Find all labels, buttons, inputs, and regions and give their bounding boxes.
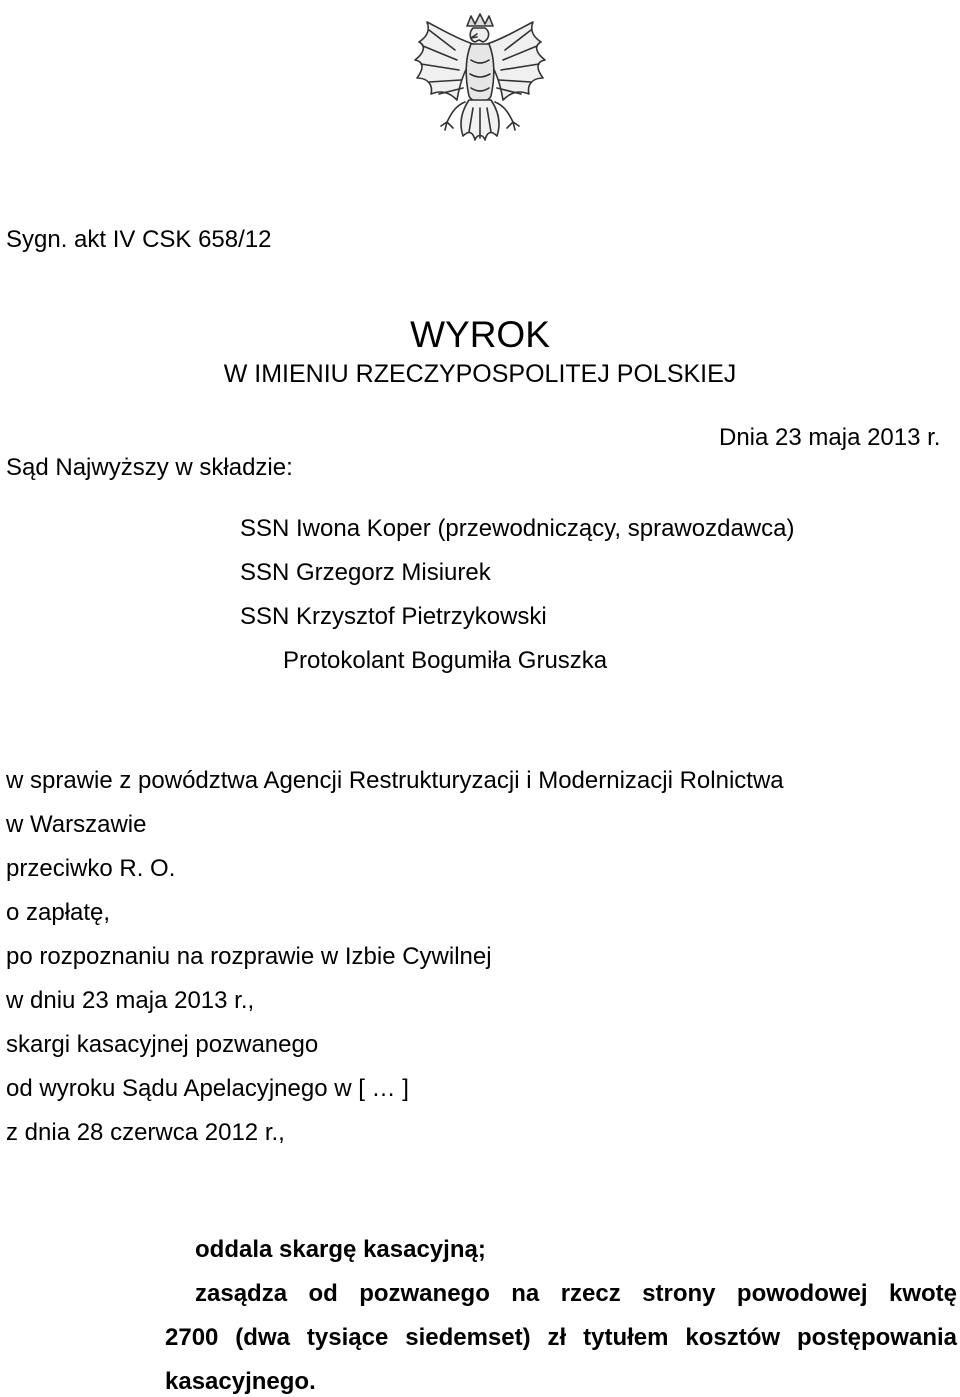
ruling-point-continuation: 2700 (dwa tysiące siedemset) zł tytułem kosztów postępowania bbox=[165, 1324, 957, 1351]
ruling-point-continuation: kasacyjnego. bbox=[165, 1368, 316, 1395]
document-subtitle: W IMIENIU RZECZYPOSPOLITEJ POLSKIEJ bbox=[223, 360, 737, 388]
case-line: z dnia 28 czerwca 2012 r., bbox=[6, 1119, 285, 1146]
case-line: o zapłatę, bbox=[6, 899, 111, 926]
case-line: od wyroku Sądu Apelacyjnego w [ … ] bbox=[6, 1075, 409, 1102]
case-line: w dniu 23 maja 2013 r., bbox=[6, 987, 255, 1014]
polish-eagle-emblem-icon bbox=[405, 8, 555, 168]
judge-member: SSN Grzegorz Misiurek bbox=[240, 559, 491, 586]
case-line: przeciwko R. O. bbox=[6, 855, 176, 882]
document-title: WYROK bbox=[410, 314, 550, 355]
case-line: w sprawie z powództwa Agencji Restrukturyzacji i Modernizacji Rolnictwa bbox=[6, 767, 784, 794]
court-clerk: Protokolant Bogumiła Gruszka bbox=[283, 647, 608, 674]
judge-member: SSN Krzysztof Pietrzykowski bbox=[240, 603, 547, 630]
court-composition-label: Sąd Najwyższy w składzie: bbox=[6, 454, 293, 481]
eagle-svg bbox=[405, 8, 555, 168]
ruling-date: Dnia 23 maja 2013 r. bbox=[719, 424, 941, 451]
ruling-point: zasądza od pozwanego na rzecz strony powodowej kwotę bbox=[195, 1280, 957, 1307]
case-line: skargi kasacyjnej pozwanego bbox=[6, 1031, 319, 1058]
ruling-point: oddala skargę kasacyjną; bbox=[195, 1236, 486, 1263]
case-signature: Sygn. akt IV CSK 658/12 bbox=[6, 226, 272, 253]
judge-presiding: SSN Iwona Koper (przewodniczący, sprawozdawca) bbox=[240, 515, 795, 542]
case-line: w Warszawie bbox=[6, 811, 147, 838]
case-line: po rozpoznaniu na rozprawie w Izbie Cywilnej bbox=[6, 943, 492, 970]
